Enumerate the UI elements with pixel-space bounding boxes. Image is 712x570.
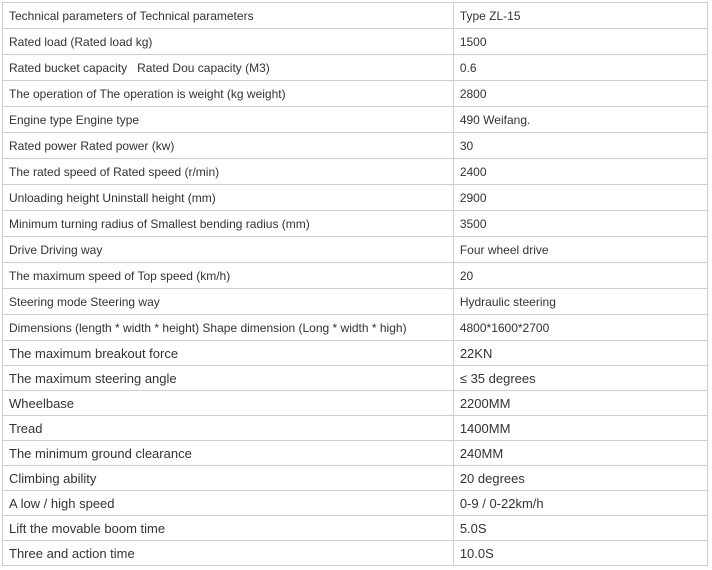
table-row [3, 237, 708, 263]
param-cell: Drive Driving way [3, 237, 454, 263]
value-cell: 2800 [453, 81, 707, 107]
param-cell: A low / high speed [3, 491, 454, 516]
param-cell: Rated load (Rated load kg) [3, 29, 454, 55]
table-row [3, 263, 708, 289]
value-cell: Four wheel drive [453, 237, 707, 263]
table-row [3, 491, 708, 516]
table-row [3, 29, 708, 55]
value-cell: 5.0S [453, 516, 707, 541]
table-row [3, 341, 708, 366]
param-cell: Engine type Engine type [3, 107, 454, 133]
param-cell: Wheelbase [3, 391, 454, 416]
param-cell: Minimum turning radius of Smallest bending radius (mm) [3, 211, 454, 237]
param-cell: Lift the movable boom time [3, 516, 454, 541]
value-cell: 22KN [453, 341, 707, 366]
table-row [3, 315, 708, 341]
param-cell: Climbing ability [3, 466, 454, 491]
value-cell: 1400MM [453, 416, 707, 441]
table-row [3, 366, 708, 391]
value-cell: 240MM [453, 441, 707, 466]
table-row [3, 107, 708, 133]
table-row [3, 185, 708, 211]
param-cell: Dimensions (length * width * height) Shape dimension (Long * width * high) [3, 315, 454, 341]
value-cell: 2400 [453, 159, 707, 185]
table-row [3, 516, 708, 541]
table-row [3, 55, 708, 81]
table-row [3, 211, 708, 237]
param-cell: The operation of The operation is weight (kg weight) [3, 81, 454, 107]
value-cell: 490 Weifang. [453, 107, 707, 133]
value-cell: 4800*1600*2700 [453, 315, 707, 341]
param-cell: Tread [3, 416, 454, 441]
param-cell: Rated power Rated power (kw) [3, 133, 454, 159]
value-cell: 20 degrees [453, 466, 707, 491]
table-row [3, 133, 708, 159]
spec-table-body [3, 3, 708, 566]
table-row [3, 466, 708, 491]
value-cell: 3500 [453, 211, 707, 237]
param-cell: The maximum steering angle [3, 366, 454, 391]
table-row [3, 416, 708, 441]
param-cell: Three and action time [3, 541, 454, 566]
table-row [3, 3, 708, 29]
value-cell: 20 [453, 263, 707, 289]
param-cell: The minimum ground clearance [3, 441, 454, 466]
param-cell: Steering mode Steering way [3, 289, 454, 315]
value-cell: ≤ 35 degrees [453, 366, 707, 391]
table-row [3, 289, 708, 315]
value-cell: 10.0S [453, 541, 707, 566]
table-row [3, 541, 708, 566]
param-cell: Rated bucket capacity Rated Dou capacity (M3) [3, 55, 454, 81]
value-cell: 2200MM [453, 391, 707, 416]
table-row [3, 441, 708, 466]
table-row [3, 391, 708, 416]
param-cell: The maximum breakout force [3, 341, 454, 366]
value-cell: Type ZL-15 [453, 3, 707, 29]
value-cell: 30 [453, 133, 707, 159]
value-cell: 0.6 [453, 55, 707, 81]
value-cell: 0-9 / 0-22km/h [453, 491, 707, 516]
value-cell: 2900 [453, 185, 707, 211]
table-row [3, 81, 708, 107]
param-cell: The rated speed of Rated speed (r/min) [3, 159, 454, 185]
spec-table [2, 2, 708, 566]
value-cell: 1500 [453, 29, 707, 55]
param-cell: The maximum speed of Top speed (km/h) [3, 263, 454, 289]
param-cell: Technical parameters of Technical parameters [3, 3, 454, 29]
table-row [3, 159, 708, 185]
value-cell: Hydraulic steering [453, 289, 707, 315]
param-cell: Unloading height Uninstall height (mm) [3, 185, 454, 211]
